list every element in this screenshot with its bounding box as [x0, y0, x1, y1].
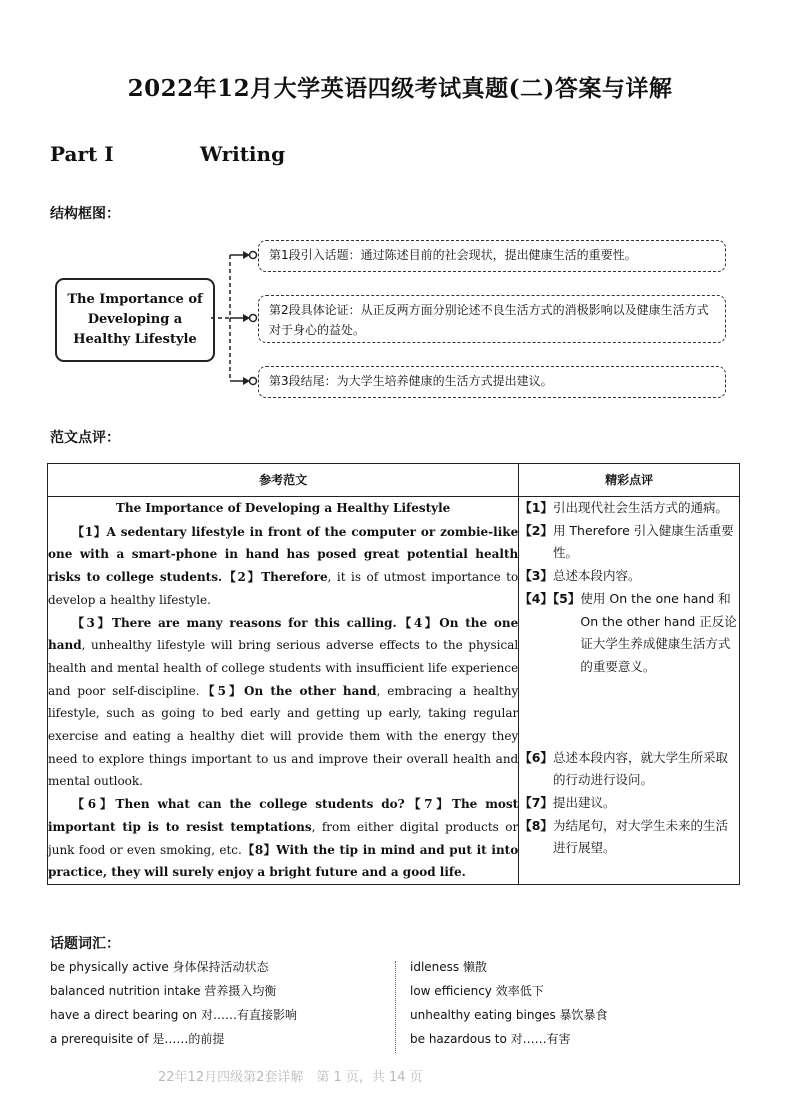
- essay-cell: [48, 497, 519, 885]
- vocab-item: be hazardous to 对……有害: [410, 1032, 571, 1046]
- sentence-2-lead: 【2】Therefore: [222, 570, 328, 585]
- note-6: [519, 747, 739, 792]
- note-text: 总述本段内容。: [552, 568, 641, 584]
- sentence-6: 【6】Then what can the college students do?: [72, 797, 405, 812]
- essay-title: The Importance of Developing a Healthy Lifestyle: [115, 501, 451, 515]
- sentence-5-rest: , embracing a healthy lifestyle, such as going to bed early and getting up early, taking regular exercise and eating a healthy diet will provide them with the energy they need to explore things important to us and improve their overall health and mental outlook.: [48, 683, 519, 789]
- sentence-2-rest: , it is of utmost importance to develop a healthy lifestyle.: [48, 570, 519, 607]
- review-heading: 范文点评：: [50, 430, 120, 446]
- sentence-3: 【3】There are many reasons for this calling.: [72, 615, 397, 630]
- essay-paragraph-3: [48, 793, 518, 884]
- main-box-line-3: Healthy Lifestyle: [73, 332, 197, 347]
- part-label: Part Ⅰ: [50, 142, 114, 166]
- vocab-item: balanced nutrition intake 营养摄入均衡: [50, 984, 277, 998]
- sentence-4-rest: , unhealthy lifestyle will bring serious adverse effects to the physical health and mental health of college students with insufficient life experience and poor self-discipline.: [48, 638, 519, 698]
- vocab-item: unhealthy eating binges 暴饮暴食: [410, 1008, 608, 1022]
- note-number: 【6】: [519, 749, 553, 765]
- note-3: [519, 565, 739, 588]
- note-text: 为结尾句，对大学生未来的生活进行展望。: [552, 817, 728, 856]
- vocab-column-divider: [395, 961, 396, 1053]
- review-table: [47, 463, 740, 885]
- note-2: [519, 520, 739, 565]
- note-number: 【1】: [519, 500, 553, 515]
- page-footer: 22年12月四级第2套详解 第 1 页，共 14 页: [158, 1070, 423, 1085]
- note-number: 【8】: [519, 817, 553, 833]
- main-box-line-1: The Importance of: [67, 292, 203, 307]
- note-8: [519, 815, 739, 860]
- page-title: 2022年12月大学英语四级考试真题(二)答案与详解: [127, 75, 673, 102]
- col-header-essay: 参考范文: [48, 464, 519, 497]
- note-text: 提出建议。: [552, 795, 616, 811]
- main-box-line-2: Developing a: [87, 312, 183, 327]
- sentence-5-lead: 【5】On the other hand: [199, 683, 377, 698]
- note-7: [519, 792, 739, 815]
- vocab-heading: 话题词汇：: [50, 936, 120, 952]
- note-text: 使用 On the one hand 和 On the other hand 正反论证大学生养成健康生活方式的重要意义。: [580, 590, 737, 674]
- sentence-8: 【8】With the tip in mind and put it into practice, they will surely enjoy a bright future and a good life.: [48, 842, 519, 880]
- notes-cell: [519, 497, 740, 885]
- vocab-left-column: [50, 955, 390, 1051]
- vocab-item: have a direct bearing on 对……有直接影响: [50, 1008, 297, 1022]
- structure-main-box: [55, 278, 215, 362]
- sentence-7-lead: 【7】The most important tip is to resist temptations: [48, 797, 519, 834]
- essay-paragraph-2: [48, 612, 518, 794]
- vocab-item: low efficiency 效率低下: [410, 984, 544, 998]
- sentence-7-rest: , from either digital products or junk food or even smoking, etc.: [48, 819, 519, 857]
- vocab-item: a prerequisite of 是……的前提: [50, 1032, 225, 1046]
- note-number: 【4】【5】: [519, 590, 581, 606]
- note-number: 【3】: [519, 568, 553, 584]
- sentence-4-lead: 【4】On the one hand: [48, 615, 519, 653]
- structure-branch-1: 第1段引入话题：通过陈述目前的社会现状，提出健康生活的重要性。: [258, 240, 726, 272]
- essay-paragraph-1: [48, 521, 518, 612]
- col-header-notes: 精彩点评: [519, 464, 740, 497]
- note-number: 【7】: [519, 795, 553, 811]
- sentence-1: 【1】A sedentary lifestyle in front of the computer or zombie-like one with a smart-phone in hand has posed great potential health risks to college students.: [48, 524, 519, 585]
- structure-branch-2: 第2段具体论证：从正反两方面分别论述不良生活方式的消极影响以及健康生活方式对于身心的益处。: [258, 295, 726, 343]
- note-number: 【2】: [519, 522, 553, 538]
- note-text: 总述本段内容，就大学生所采取的行动进行设问。: [552, 749, 728, 788]
- vocab-item: idleness 懒散: [410, 960, 487, 974]
- structure-branch-3: 第3段结尾：为大学生培养健康的生活方式提出建议。: [258, 366, 726, 398]
- vocab-right-column: [410, 955, 750, 1051]
- note-text: 用 Therefore 引入健康生活重要性。: [552, 522, 734, 561]
- note-1: [519, 497, 739, 520]
- note-4-5: [519, 588, 739, 679]
- structure-heading: 结构框图：: [50, 206, 120, 222]
- note-text: 引出现代社会生活方式的通病。: [552, 500, 728, 515]
- part-name: Writing: [200, 142, 286, 166]
- vocab-item: be physically active 身体保持活动状态: [50, 960, 269, 974]
